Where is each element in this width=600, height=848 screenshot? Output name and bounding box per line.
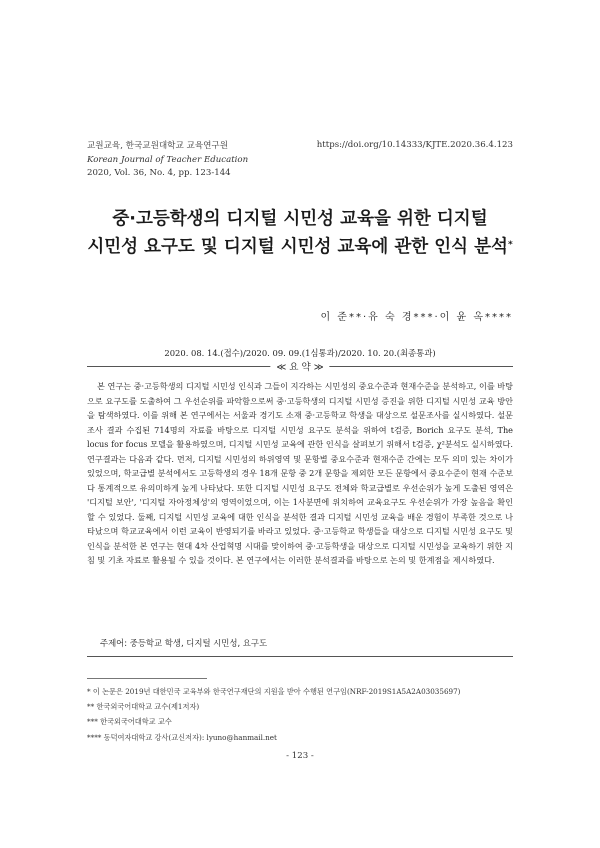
journal-name-en: Korean Journal of Teacher Education	[87, 154, 249, 165]
submission-dates: 2020. 08. 14.(접수)/2020. 09. 09.(1심통과)/2020. 10. 20.(최종통과)	[164, 348, 436, 358]
journal-header	[87, 140, 248, 181]
title-footnote-mark: *	[507, 240, 513, 250]
summary-label: ≪ 요 약 ≫	[270, 359, 329, 373]
page-number: - 123 -	[286, 751, 314, 761]
footnote-funding: * 이 논문은 2019년 대한민국 교육부와 한국연구재단의 지원을 받아 수행된 연구임(NRF-2019S1A5A2A03035697)	[87, 687, 461, 696]
keywords: 주제어: 중등학교 학생, 디지털 시민성, 요구도	[100, 638, 268, 648]
footnote-rule	[87, 678, 207, 679]
title-line-1: 중·고등학생의 디지털 시민성 교육을 위한 디지털	[112, 209, 488, 229]
title-line-2: 시민성 요구도 및 디지털 시민성 교육에 관한 인식 분석	[87, 237, 508, 257]
abstract-bottom-rule	[87, 656, 513, 657]
summary-heading	[87, 359, 513, 373]
footnote-author-3: **** 동덕여자대학교 강사(교신저자): lyuno@hanmail.net	[87, 732, 277, 742]
publisher: 교원교육, 한국교원대학교 교육연구원	[87, 141, 229, 151]
paper-title	[60, 205, 540, 261]
author-list: 이 준**·유 숙 경***·이 윤 옥****	[320, 312, 513, 323]
doi-link[interactable]: https://doi.org/10.14333/KJTE.2020.36.4.123	[316, 140, 513, 150]
footnote-author-2: *** 한국외국어대학교 교수	[87, 717, 172, 727]
footnote-author-1: ** 한국외국어대학교 교수(제1저자)	[87, 702, 200, 712]
volume-info: 2020, Vol. 36, No. 4, pp. 123-144	[87, 168, 231, 178]
abstract-text: 본 연구는 중·고등학생의 디지털 시민성 인식과 그들이 지각하는 시민성의 중요수준과 현재수준을 분석하고, 이를 바탕으로 요구도를 도출하여 그 우선순위를 파악함으로써 중·고등학생의 디지털 시민성 증진을 위한 디지털 시민성 교육 방안을 탐색하였다. 이를 위해 본 연구에서는 서울과 경기도 소재 중·고등학교 학생을 대상으로 설문조사를 실시하였다. 설문조사 결과 수집된 714명의 자료를 바탕으로 디지털 시민성 요구도 분석을 위하여 t검증, Borich 요구도 분석, The locus for focus 모델을 활용하였으며, 디지털 시민성 교육에 관한 인식을 살펴보기 위해서 t검증, χ²분석도 실시하였다. 연구결과는 다음과 같다. 먼저, 디지털 시민성의 하위영역 및 문항별 중요수준과 현재수준 간에는 모두 의미 있는 차이가 있었으며, 학교급별 분석에서도 고등학생의 경우 18개 문항 중 2개 문항을 제외한 모든 문항에서 중요수준이 현재 수준보다 통계적으로 유의미하게 높게 나타났다. 또한 디지털 시민성 요구도 전체와 학교급별로 우선순위가 높게 도출된 영역은 '디지털 보안', '디지털 자아정체성'의 영역이었으며, 이는 1사분면에 위치하여 교육요구도 우선순위가 가장 높음을 확인할 수 있었다. 둘째, 디지털 시민성 교육에 대한 인식을 분석한 결과 디지털 시민성 교육을 배운 경험이 부족한 것으로 나타났으며 학교교육에서 이런 교육이 반영되기를 바라고 있었다. 중·고등학교 학생들을 대상으로 디지털 시민성 요구도 및 인식을 분석한 본 연구는 현대 4차 산업혁명 시대를 맞이하여 중·고등학생을 대상으로 디지털 시민성을 교육하기 위한 지침 및 기초 자료로 활용될 수 있을 것이다. 본 연구에서는 이러한 분석결과를 바탕으로 논의 및 한계점을 제시하였다.	[87, 381, 513, 565]
abstract	[87, 379, 513, 568]
footnotes	[87, 684, 460, 745]
